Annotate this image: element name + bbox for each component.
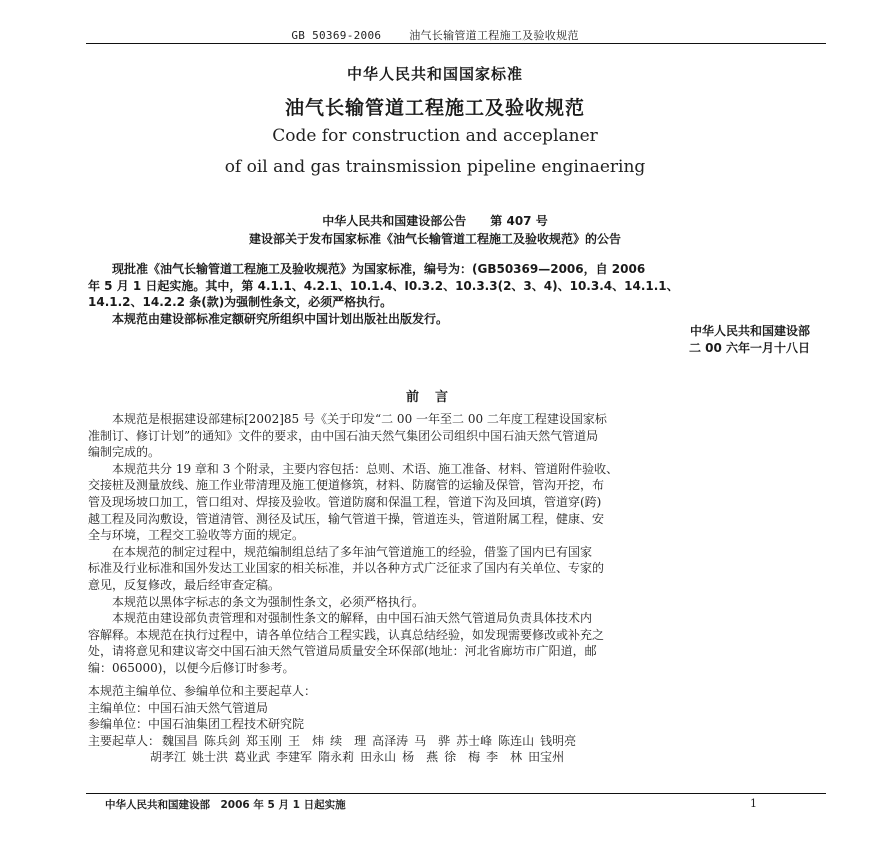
announcement-body bbox=[88, 261, 823, 327]
document-title-en-line1: Code for construction and acceplaner bbox=[272, 126, 598, 146]
drafter-name: 马 骅 bbox=[414, 733, 451, 748]
foreword-line: 处，请将意见和建议寄交中国石油天然气管道局质量安全环保部(地址：河北省廊坊市广阳道，邮 bbox=[88, 644, 597, 659]
foreword-body bbox=[88, 411, 823, 677]
drafter-name: 郑玉刚 bbox=[246, 733, 283, 748]
drafters-intro: 本规范主编单位、参编单位和主要起草人： bbox=[88, 684, 317, 698]
document-title-en-line2: of oil and gas trainsmission pipeline enginaering bbox=[224, 157, 646, 177]
drafters-label: 主要起草人： bbox=[88, 733, 161, 748]
running-header bbox=[0, 27, 870, 43]
drafter-name: 隋永莉 bbox=[318, 750, 355, 765]
foreword-line: 意见，反复修改，最后经审查定稿。 bbox=[88, 577, 281, 592]
drafter-name: 钱明亮 bbox=[540, 733, 577, 748]
announcement-para1-line2: 年 5 月 1 日起实施。其中，第 4.1.1、4.2.1、10.1.4、I0.3.2、10.3.3(2、3、4)、10.3.4、14.1.1、 bbox=[88, 278, 679, 293]
drafter-name: 姚士洪 bbox=[192, 750, 229, 765]
drafters-row2 bbox=[88, 749, 582, 766]
announcement-para1-line1: 现批准《油气长输管道工程施工及验收规范》为国家标准，编号为：(GB50369—2006，自 2006 bbox=[112, 262, 646, 276]
chief-editing-unit: 主编单位：中国石油天然气管道局 bbox=[88, 700, 269, 715]
foreword-line: 容解释。本规范在执行过程中，请各单位结合工程实践，认真总结经验，如发现需要修改或补充之 bbox=[88, 627, 605, 642]
drafters-row1 bbox=[88, 733, 582, 750]
drafter-name: 李 林 bbox=[486, 750, 523, 765]
foreword-line: 本规范是根据建设部建标[2002]85 号《关于印发“二 00 一年至二 00 二年度工程建设国家标 bbox=[112, 412, 607, 426]
foreword-line: 本规范共分 19 章和 3 个附录，主要内容包括：总则、术语、施工准备、材料、管道附件验收、 bbox=[112, 461, 619, 476]
foreword-line: 在本规范的制定过程中，规范编制组总结了多年油气管道施工的经验，借鉴了国内已有国家 bbox=[112, 544, 593, 559]
foreword-line: 准制订、修订计划”的通知》文件的要求，由中国石油天然气集团公司组织中国石油天然气管道局 bbox=[88, 428, 599, 443]
drafter-name: 田永山 bbox=[360, 750, 397, 765]
drafter-name: 杨 燕 bbox=[402, 750, 439, 765]
header-code: GB 50369-2006 bbox=[291, 29, 382, 42]
header-title: 油气长输管道工程施工及验收规范 bbox=[409, 29, 579, 42]
foreword-line: 管及现场坡口加工，管口组对、焊接及验收。管道防腐和保温工程，管道下沟及回填，管道穿(跨) bbox=[88, 494, 602, 509]
drafter-name: 王 炜 bbox=[288, 733, 325, 748]
announcement-date: 二 00 六年一月十八日 bbox=[688, 341, 810, 355]
drafter-name: 胡孝江 bbox=[150, 750, 187, 765]
drafter-name: 葛业武 bbox=[234, 750, 271, 765]
drafter-name: 徐 梅 bbox=[444, 750, 481, 765]
page-number: 1 bbox=[750, 797, 757, 810]
foreword-line: 越工程及同沟敷设，管道清管、测径及试压，输气管道干操，管道连头，管道附属工程，健康、安 bbox=[88, 511, 605, 526]
drafter-name: 陈连山 bbox=[498, 733, 535, 748]
foreword-line: 编制完成的。 bbox=[88, 445, 161, 460]
participating-unit: 参编单位：中国石油集团工程技术研究院 bbox=[88, 717, 305, 732]
standard-type: 中华人民共和国国家标准 bbox=[346, 65, 523, 83]
drafter-name: 苏士峰 bbox=[456, 733, 493, 748]
foreword-title: 前言 bbox=[405, 390, 464, 405]
announcement-para1-line3: 14.1.2、14.2.2 条(款)为强制性条文，必须严格执行。 bbox=[88, 295, 393, 309]
foreword-line: 编：065000)，以便今后修订时参考。 bbox=[88, 660, 295, 675]
foreword-line: 全与环境，工程交工验收等方面的规定。 bbox=[88, 528, 305, 543]
announcement-para2: 本规范由建设部标准定额研究所组织中国计划出版社出版发行。 bbox=[112, 311, 449, 326]
announcement-signer: 中华人民共和国建设部 bbox=[689, 324, 810, 338]
header-rule bbox=[86, 43, 826, 44]
foreword-line: 交接桩及测量放线、施工作业带清理及施工便道修筑，材料、防腐管的运输及保管，管沟开挖，布 bbox=[88, 478, 605, 493]
foreword-line: 标准及行业标准和国外发达工业国家的相关标准，并以各种方式广泛征求了国内有关单位、专家的 bbox=[88, 561, 605, 576]
document-title-cn: 油气长输管道工程施工及验收规范 bbox=[284, 97, 585, 119]
drafters-section bbox=[88, 683, 582, 766]
drafter-name: 陈兵剑 bbox=[204, 733, 241, 748]
foreword-line: 本规范以黑体字标志的条文为强制性条文，必须严格执行。 bbox=[112, 594, 425, 609]
drafter-name: 李建军 bbox=[276, 750, 313, 765]
drafter-name: 续 理 bbox=[330, 733, 367, 748]
announcement-title: 建设部关于发布国家标准《油气长输管道工程施工及验收规范》的公告 bbox=[248, 232, 621, 246]
drafter-name: 田宝州 bbox=[528, 750, 565, 765]
announcement-number: 中华人民共和国建设部公告 第 407 号 bbox=[322, 214, 548, 228]
foreword-line: 本规范由建设部负责管理和对强制性条文的解释，由中国石油天然气管道局负责具体技术内 bbox=[112, 611, 593, 626]
footer-rule bbox=[86, 793, 826, 794]
drafter-name: 魏国昌 bbox=[162, 733, 199, 748]
footer-issuer-date: 中华人民共和国建设部 2006 年 5 月 1 日起实施 bbox=[105, 799, 346, 811]
drafter-name: 高泽涛 bbox=[372, 733, 409, 748]
